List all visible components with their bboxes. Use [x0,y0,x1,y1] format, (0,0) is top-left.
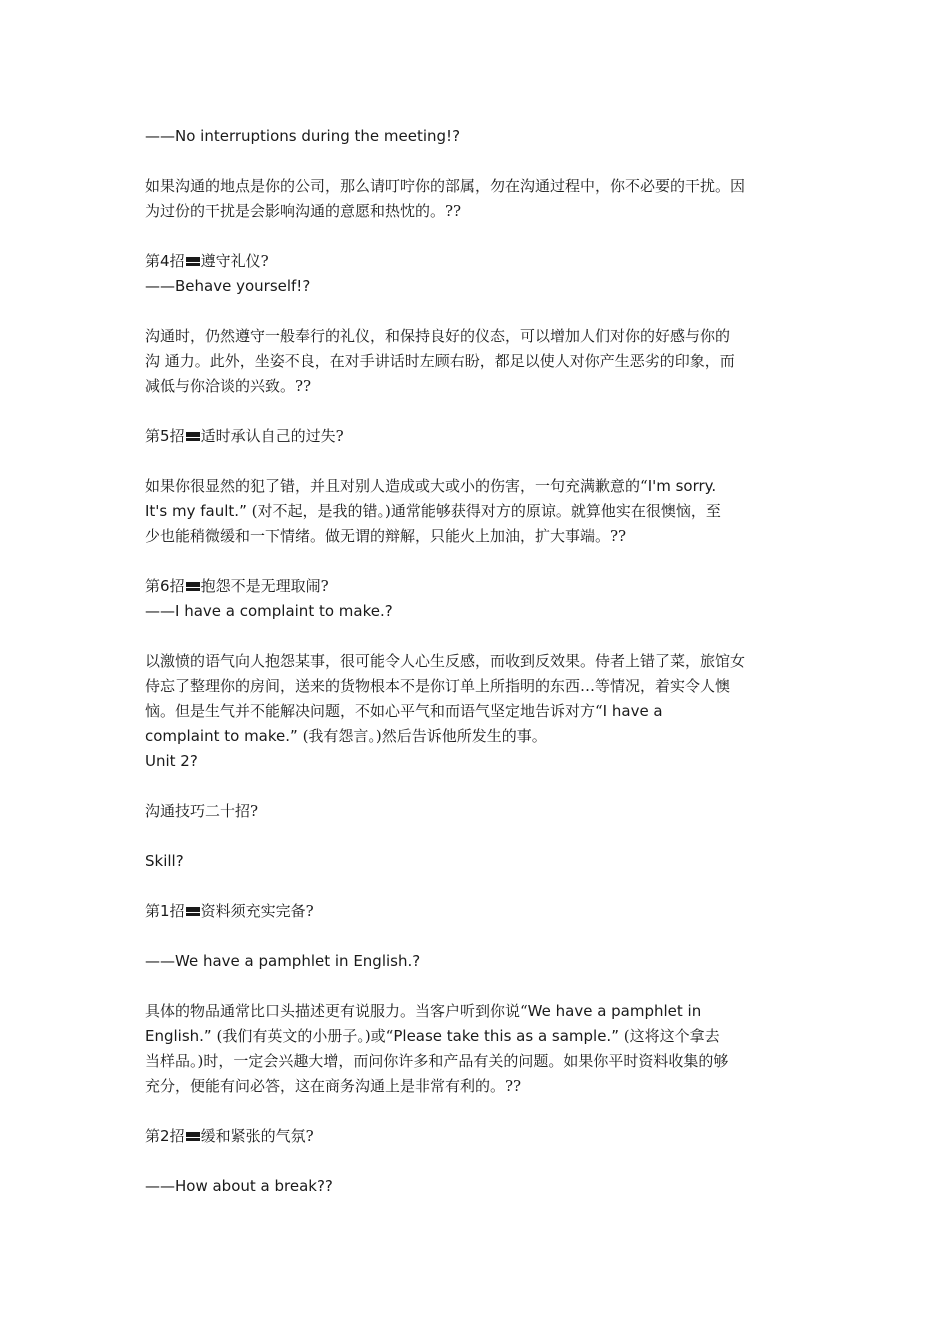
chinese-text: 恼。但是生气并不能解决问题，不如心平气和而语气坚定地告诉对方“ [145,702,603,720]
paragraph-spacer [145,974,790,999]
triple-bar-icon [186,257,200,266]
english-line: ——How about a break?? [145,1177,333,1195]
paragraph-spacer [145,149,790,174]
mixed-paragraph [145,999,790,1099]
chinese-text: 具体的物品通常比口头描述更有说服力。当客户听到你说“ [145,1002,528,1020]
paragraph-spacer [145,924,790,949]
chinese-text: 如果你很显然的犯了错，并且对别人造成或大或小的伤害，一句充满歉意的“ [145,477,648,495]
english-phrase: English.” [145,1027,212,1045]
heading-number: 5 [160,427,170,445]
english-phrase: I have a [602,702,663,720]
paragraph-line: 如果沟通的地点是你的公司，那么请叮咛你的部属，勿在沟通过程中，你不必要的干扰。因 [145,177,746,195]
chinese-text: 充分，便能有问必答，这在商务沟通上是非常有利的。?? [145,1077,522,1095]
paragraph-line: 减低与你洽谈的兴致。?? [145,377,312,395]
heading-title: 资料须充实完备? [200,902,314,920]
chinese-text: 少也能稍微缓和一下情绪。做无谓的辩解，只能火上加油，扩大事端。?? [145,527,627,545]
paragraph-spacer [145,874,790,899]
paragraph-spacer [145,399,790,424]
english-line: ——I have a complaint to make.? [145,602,393,620]
heading-prefix: 第 [145,427,161,445]
heading-number: 2 [160,1127,170,1145]
chinese-text: 侍忘了整理你的房间，送来的货物根本不是你订单上所指明的东西…等情况，着实令人懊 [145,677,731,695]
triple-bar-icon [186,432,200,441]
paragraph-line [145,1024,790,1049]
chinese-text: 当样品。)时，一定会兴趣大增，而问你许多和产品有关的问题。如果你平时资料收集的够 [145,1052,729,1070]
paragraph-line [145,724,790,749]
chinese-text: (这将这个拿去 [618,1027,720,1045]
heading-prefix: 第 [145,1127,161,1145]
paragraph-spacer [145,624,790,649]
triple-bar-icon [186,582,200,591]
paragraph-spacer [145,774,790,799]
heading-number: 1 [160,902,170,920]
heading-prefix: 第 [145,252,161,270]
english-phrase: It's my fault.” [145,502,247,520]
english-line: Unit 2? [145,752,198,770]
chinese-paragraph [145,324,790,399]
english-phrase: I'm sorry. [647,477,717,495]
triple-bar-icon [186,1132,200,1141]
paragraph-line: 为过份的干扰是会影响沟通的意愿和热忱的。?? [145,202,462,220]
heading-suffix: 招 [169,1127,185,1145]
heading-number: 4 [160,252,170,270]
heading-prefix: 第 [145,902,161,920]
english-line: Skill? [145,852,184,870]
paragraph-line: 沟 通力。此外，坐姿不良，在对手讲话时左顾右盼，都足以使人对你产生恶劣的印象，而 [145,352,735,370]
chinese-paragraph [145,799,790,824]
skill-heading [145,249,790,274]
paragraph-spacer [145,449,790,474]
paragraph-line [145,674,790,699]
paragraph-line [145,474,790,499]
chinese-paragraph [145,174,790,224]
heading-number: 6 [160,577,170,595]
paragraph-line: 沟通技巧二十招? [145,802,259,820]
heading-prefix: 第 [145,577,161,595]
paragraph-line [145,1074,790,1099]
heading-suffix: 招 [169,427,185,445]
paragraph-spacer [145,824,790,849]
chinese-text: (我有怨言。)然后告诉他所发生的事。 [297,727,547,745]
paragraph-spacer [145,299,790,324]
triple-bar-icon [186,907,200,916]
skill-heading [145,574,790,599]
paragraph-line [145,699,790,724]
paragraph-line [145,1049,790,1074]
mixed-paragraph [145,649,790,749]
heading-title: 适时承认自己的过失? [200,427,344,445]
paragraph-spacer [145,1149,790,1174]
paragraph-spacer [145,224,790,249]
chinese-text: (我们有英文的小册子。)或“ [211,1027,394,1045]
paragraph-line [145,499,790,524]
chinese-text: (对不起，是我的错。)通常能够获得对方的原谅。就算他实在很懊恼，至 [246,502,721,520]
english-phrase: We have a pamphlet in [527,1002,702,1020]
skill-heading [145,1124,790,1149]
paragraph-line: 沟通时，仍然遵守一般奉行的礼仪，和保持良好的仪态，可以增加人们对你的好感与你的 [145,327,731,345]
english-phrase: complaint to make.” [145,727,298,745]
heading-suffix: 招 [169,902,185,920]
heading-suffix: 招 [169,577,185,595]
skill-heading [145,899,790,924]
paragraph-line [145,524,790,549]
heading-title: 缓和紧张的气氛? [200,1127,314,1145]
heading-suffix: 招 [169,252,185,270]
english-line: ——No interruptions during the meeting!? [145,127,461,145]
paragraph-line [145,999,790,1024]
paragraph-spacer [145,1099,790,1124]
english-phrase: Please take this as a sample.” [393,1027,619,1045]
english-line: ——We have a pamphlet in English.? [145,952,421,970]
document-page [145,124,790,1199]
heading-title: 抱怨不是无理取闹? [200,577,329,595]
english-line: ——Behave yourself!? [145,277,311,295]
paragraph-spacer [145,549,790,574]
heading-title: 遵守礼仪? [200,252,269,270]
mixed-paragraph [145,474,790,549]
chinese-text: 以激愤的语气向人抱怨某事，很可能令人心生反感，而收到反效果。侍者上错了菜，旅馆女 [145,652,746,670]
paragraph-line [145,649,790,674]
skill-heading [145,424,790,449]
